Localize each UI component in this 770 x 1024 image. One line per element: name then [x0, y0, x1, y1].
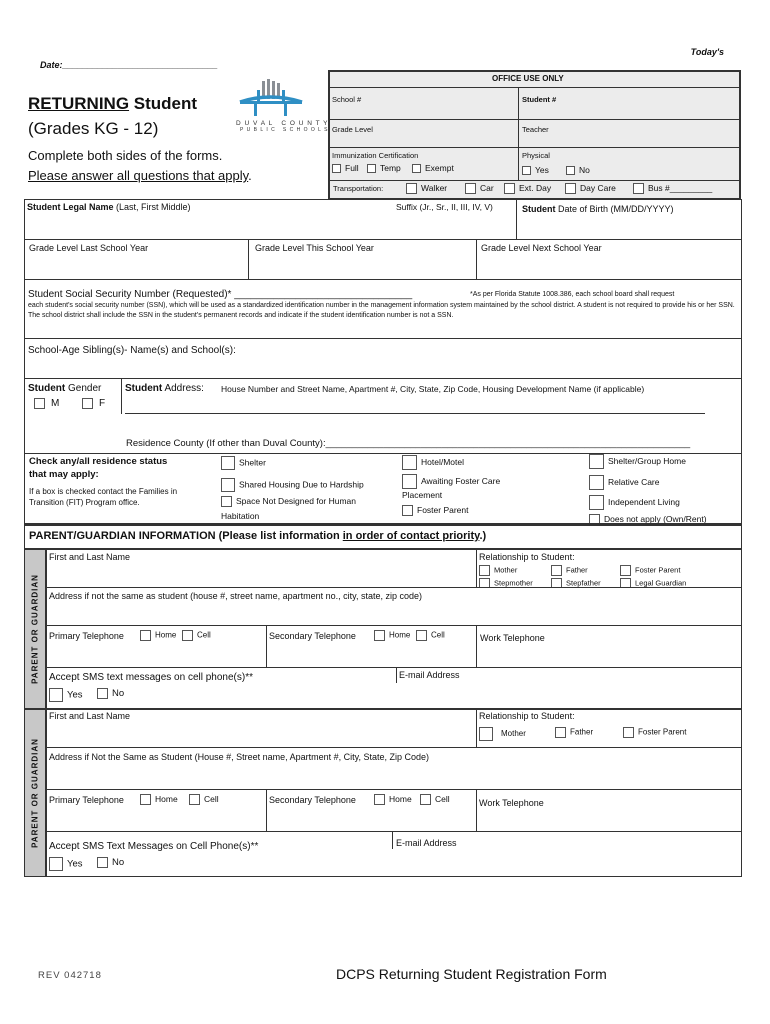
guardian1-work-phone-field[interactable]: Work Telephone	[480, 633, 545, 643]
transport-car-checkbox[interactable]: Car	[465, 183, 494, 194]
guardian2-email-field[interactable]: E-mail Address	[396, 838, 457, 848]
guardian1-sms-yes-checkbox[interactable]: Yes	[49, 688, 83, 702]
transport-day-care-checkbox[interactable]: Day Care	[565, 183, 616, 194]
complete-instruction: Complete both sides of the forms.	[28, 148, 223, 163]
page-title: RETURNING Student	[28, 94, 198, 113]
gender-m-checkbox[interactable]: M	[34, 398, 59, 409]
guardian1-secondary-home-checkbox[interactable]: Home	[374, 630, 410, 641]
siblings-field[interactable]: School-Age Sibling(s)- Name(s) and School(s):	[28, 345, 236, 356]
guardian2-sms-yes-checkbox[interactable]: Yes	[49, 857, 83, 871]
student-info-section	[24, 199, 742, 454]
answer-instruction: Please answer all questions that apply.	[28, 168, 252, 183]
does-not-apply-checkbox[interactable]: Does not apply (Own/Rent)	[589, 514, 707, 523]
gender-label: Student Gender	[28, 383, 102, 394]
guardian1-mother-checkbox[interactable]: Mother	[479, 565, 517, 576]
guardian2-address-field[interactable]: Address if Not the Same as Student (House #, Street name, Apartment #, City, State, Zip Code)	[49, 752, 430, 762]
guardian2-mother-checkbox[interactable]: Mother	[479, 727, 526, 741]
address-label: Student Address:	[125, 383, 204, 394]
guardian2-name-field[interactable]: First and Last Name	[49, 711, 131, 721]
revision-label: REV 042718	[38, 970, 102, 981]
guardian2-sms-no-checkbox[interactable]: No	[97, 857, 124, 868]
physical-label: Physical	[522, 151, 550, 160]
guardian1-relationship-label: Relationship to Student:	[479, 552, 575, 562]
guardian2-foster-checkbox[interactable]: Foster Parent	[623, 727, 686, 738]
relative-care-checkbox[interactable]: Relative Care	[589, 475, 660, 490]
guardian2-side-label: PARENT OR GUARDIAN	[24, 709, 46, 877]
ssn-note: each student's social security number (SSN), which will be used as a standardized identification number in the management information system maintained by the school district. A student is not required to provide his or her SSN. The school district shall include the SSN in the student's permanent records and indicate if the student identification number is not a SSN.	[28, 302, 735, 319]
transport-bus-checkbox[interactable]: Bus #_________	[633, 183, 712, 194]
address-input-line[interactable]	[125, 413, 705, 414]
physical-yes-checkbox[interactable]: Yes	[522, 165, 549, 175]
dob-field[interactable]: Student Date of Birth (MM/DD/YYYY)	[522, 204, 674, 214]
hotel-motel-checkbox[interactable]: Hotel/Motel	[402, 455, 464, 470]
shelter-checkbox[interactable]: Shelter	[221, 456, 266, 470]
parent-heading: PARENT/GUARDIAN INFORMATION (Please list information in order of contact priority.)	[29, 530, 487, 542]
guardian2-work-phone-field[interactable]: Work Telephone	[479, 798, 544, 808]
footer-title: DCPS Returning Student Registration Form	[336, 966, 607, 982]
grade-last-year-field[interactable]: Grade Level Last School Year	[29, 243, 149, 253]
guardian1-email-field[interactable]: E-mail Address	[399, 670, 460, 680]
grades-label: (Grades KG - 12)	[28, 119, 159, 138]
guardian1-legal-checkbox[interactable]: Legal Guardian	[620, 578, 686, 587]
grade-next-year-field[interactable]: Grade Level Next School Year	[481, 243, 602, 253]
guardian1-side-label: PARENT OR GUARDIAN	[24, 549, 46, 709]
transportation-label: Transportation:	[333, 184, 384, 193]
office-heading: OFFICE USE ONLY	[492, 74, 564, 83]
guardian1-stepmother-checkbox[interactable]: Stepmother	[479, 578, 533, 587]
guardian1-address-field[interactable]: Address if not the same as student (house #, street name, apartment no., city, state, zip code)	[49, 591, 423, 601]
guardian1-primary-cell-checkbox[interactable]: Cell	[182, 630, 211, 641]
date-field[interactable]: Date:_______________________________	[40, 60, 218, 70]
guardian2-primary-phone-field[interactable]: Primary Telephone	[49, 795, 124, 805]
immunization-temp-checkbox[interactable]: Temp	[367, 163, 401, 173]
guardian1-father-checkbox[interactable]: Father	[551, 565, 588, 576]
awaiting-foster-checkbox[interactable]: Awaiting Foster Care Placement	[402, 475, 501, 500]
ssn-note-head: *As per Florida Statute 1008.386, each school board shall request	[470, 291, 675, 298]
residence-heading-2: that may apply:	[29, 469, 99, 480]
immunization-full-checkbox[interactable]: Full	[332, 163, 359, 173]
guardian1-primary-home-checkbox[interactable]: Home	[140, 630, 176, 641]
todays-label: Today's	[690, 47, 724, 57]
grade-this-year-field[interactable]: Grade Level This School Year	[255, 243, 374, 253]
guardian2-secondary-phone-field[interactable]: Secondary Telephone	[269, 795, 356, 805]
gender-f-checkbox[interactable]: F	[82, 398, 105, 409]
fit-note: If a box is checked contact the Families in Transition (FIT) Program office.	[29, 487, 178, 507]
guardian2-relationship-label: Relationship to Student:	[479, 711, 575, 721]
guardian2-primary-cell-checkbox[interactable]: Cell	[189, 794, 219, 805]
guardian1-primary-phone-field[interactable]: Primary Telephone	[49, 631, 124, 641]
guardian1-stepfather-checkbox[interactable]: Stepfather	[551, 578, 601, 587]
independent-living-checkbox[interactable]: Independent Living	[589, 495, 680, 510]
guardian2-secondary-home-checkbox[interactable]: Home	[374, 794, 412, 805]
office-grade-level-field[interactable]: Grade Level	[332, 125, 373, 134]
guardian1-secondary-cell-checkbox[interactable]: Cell	[416, 630, 445, 641]
shared-housing-checkbox[interactable]: Shared Housing Due to Hardship	[221, 478, 364, 492]
guardian2-secondary-cell-checkbox[interactable]: Cell	[420, 794, 450, 805]
guardian1-secondary-phone-field[interactable]: Secondary Telephone	[269, 631, 356, 641]
legal-name-field[interactable]: Student Legal Name (Last, First Middle)	[27, 202, 191, 212]
duval-county-logo: D U V A L C O U N T Y P U B L I C S C H O O L S	[236, 78, 326, 138]
physical-no-checkbox[interactable]: No	[566, 165, 590, 175]
transport-ext-day-checkbox[interactable]: Ext. Day	[504, 183, 551, 194]
residence-heading: Check any/all residence status	[29, 456, 168, 467]
office-teacher-field[interactable]: Teacher	[522, 125, 549, 134]
residence-county-field[interactable]: Residence County (If other than Duval County):_____________________________________________________________________	[126, 438, 691, 449]
office-student-field[interactable]: Student #	[522, 95, 557, 104]
transport-walker-checkbox[interactable]: Walker	[406, 183, 447, 194]
guardian2-primary-home-checkbox[interactable]: Home	[140, 794, 178, 805]
guardian2-sms-label: Accept SMS Text Messages on Cell Phone(s)**	[49, 841, 259, 852]
guardian1-sms-label: Accept SMS text messages on cell phone(s)**	[49, 672, 253, 683]
guardian2-father-checkbox[interactable]: Father	[555, 727, 593, 738]
shelter-group-home-checkbox[interactable]: Shelter/Group Home	[589, 454, 686, 469]
immunization-label: Immunization Certification	[332, 151, 419, 160]
foster-parent-checkbox[interactable]: Foster Parent	[402, 505, 469, 516]
guardian1-foster-checkbox[interactable]: Foster Parent	[620, 565, 680, 576]
guardian1-name-field[interactable]: First and Last Name	[49, 552, 131, 562]
address-hint: House Number and Street Name, Apartment #, City, State, Zip Code, Housing Development Name (if applicable)	[221, 384, 645, 394]
space-not-designed-checkbox[interactable]: Space Not Designed for Human Habitation	[221, 496, 357, 521]
office-school-field[interactable]: School #	[332, 95, 362, 104]
immunization-exempt-checkbox[interactable]: Exempt	[412, 163, 454, 173]
ssn-field[interactable]: Student Social Security Number (Requested)* ________________________________	[28, 289, 413, 300]
suffix-field[interactable]: Suffix (Jr., Sr., II, III, IV, V)	[396, 202, 493, 212]
guardian1-sms-no-checkbox[interactable]: No	[97, 688, 124, 699]
